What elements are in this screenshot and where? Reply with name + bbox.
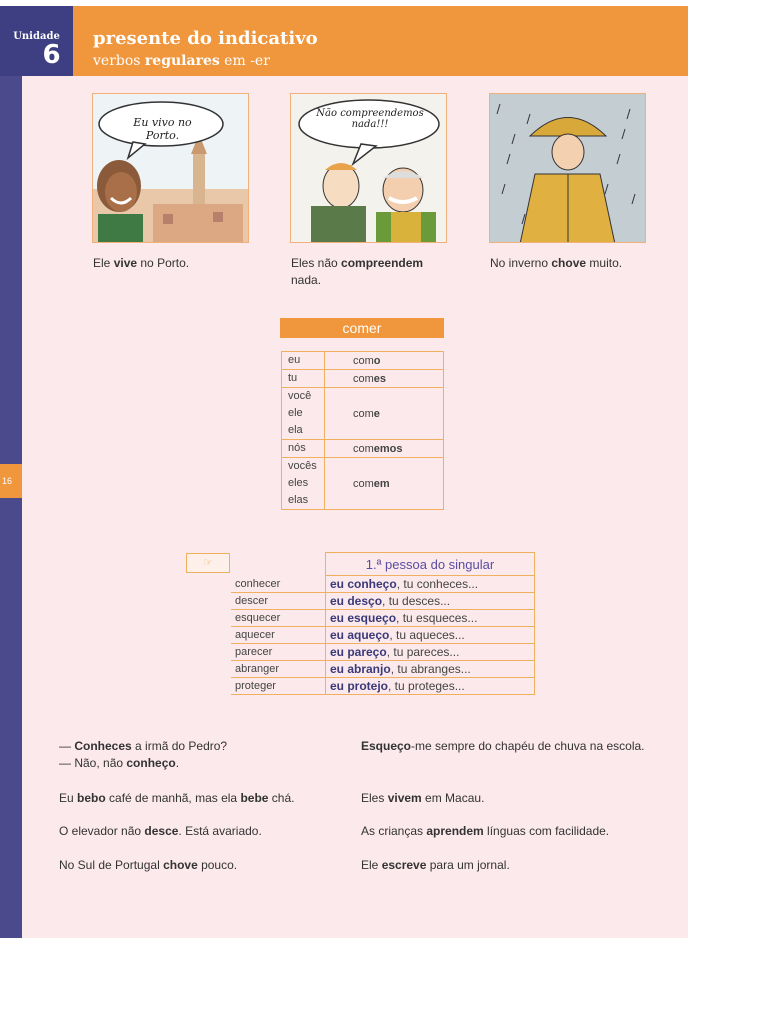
speech-bubble-text: Não compreendemos nada!!!	[316, 108, 424, 130]
conjugation-person: nós	[282, 440, 325, 458]
conjugation-form: comemos	[325, 440, 444, 458]
example-sentence: Ele escreve para um jornal.	[361, 858, 510, 872]
infinitive: abranger	[231, 661, 326, 678]
infinitive: descer	[231, 593, 326, 610]
first-person-form: eu desço, tu desces...	[326, 593, 535, 610]
conjugation-person: tu	[282, 370, 325, 388]
first-person-form: eu protejo, tu proteges...	[326, 678, 535, 695]
irregular-verb-row	[231, 644, 535, 661]
conjugation-verb-title: comer	[280, 318, 444, 338]
example-sentence: — Conheces a irmã do Pedro?	[59, 739, 228, 753]
first-person-form: eu esqueço, tu esqueces...	[326, 610, 535, 627]
illustration-porto	[92, 93, 249, 243]
speech-bubble-text: Eu vivo no Porto.	[133, 116, 192, 142]
conjugation-row	[282, 352, 444, 370]
example-sentence: As crianças aprendem línguas com facilidade.	[361, 824, 610, 838]
caption-1: Ele vive no Porto.	[93, 256, 190, 270]
example-sentence: No Sul de Portugal chove pouco.	[59, 858, 238, 872]
irregular-verb-row	[231, 678, 535, 695]
infinitive: parecer	[231, 644, 326, 661]
conjugation-form: como	[325, 352, 444, 370]
conjugation-form: come	[325, 388, 444, 440]
conjugation-form: comem	[325, 458, 444, 510]
conjugation-row	[282, 370, 444, 388]
unit-number: 6	[42, 40, 61, 70]
caption-3: No inverno chove muito.	[490, 256, 623, 270]
example-sentence: Esqueço-me sempre do chapéu de chuva na escola.	[361, 739, 645, 753]
conjugation-person: vocês eles elas	[282, 458, 325, 510]
infinitive: esquecer	[231, 610, 326, 627]
conjugation-row	[282, 458, 444, 510]
infinitive: conhecer	[231, 576, 326, 593]
first-person-form: eu aqueço, tu aqueces...	[326, 627, 535, 644]
infinitive: aquecer	[231, 627, 326, 644]
irregular-verb-row	[231, 576, 535, 593]
irregular-verb-row	[231, 610, 535, 627]
unit-label: Unidade	[13, 31, 60, 42]
unit-box	[0, 6, 73, 76]
irregular-verb-row	[231, 593, 535, 610]
page-subtitle: verbos regulares em -er	[93, 53, 270, 69]
irregular-table-header: 1.ª pessoa do singular	[326, 553, 535, 576]
first-person-form: eu conheço, tu conheces...	[326, 576, 535, 593]
first-person-form: eu abranjo, tu abranges...	[326, 661, 535, 678]
irregular-verbs-table	[231, 552, 535, 695]
rain-drawing	[490, 94, 646, 243]
conjugation-row	[282, 440, 444, 458]
illustration-rain	[489, 93, 646, 243]
conjugation-person: você ele ela	[282, 388, 325, 440]
example-sentence: — Não, não conheço.	[59, 756, 180, 770]
conjugation-person: eu	[282, 352, 325, 370]
infinitive: proteger	[231, 678, 326, 695]
page-header	[73, 6, 688, 76]
irregular-verb-row	[231, 627, 535, 644]
illustration-two-men	[290, 93, 447, 243]
conjugation-table	[281, 351, 444, 510]
example-sentence: Eles vivem em Macau.	[361, 791, 485, 805]
page-number: 16	[2, 476, 13, 486]
conjugation-form: comes	[325, 370, 444, 388]
example-sentence: Eu bebo café de manhã, mas ela bebe chá.	[59, 791, 295, 805]
first-person-form: eu pareço, tu pareces...	[326, 644, 535, 661]
example-sentence: O elevador não desce. Está avariado.	[59, 824, 262, 838]
conjugation-row	[282, 388, 444, 440]
page-title: presente do indicativo	[93, 28, 318, 49]
pointing-hand-icon: ☞	[186, 553, 230, 573]
page-number-tab	[0, 464, 22, 498]
irregular-verb-row	[231, 661, 535, 678]
caption-2: Eles não compreendem nada.	[291, 256, 424, 287]
